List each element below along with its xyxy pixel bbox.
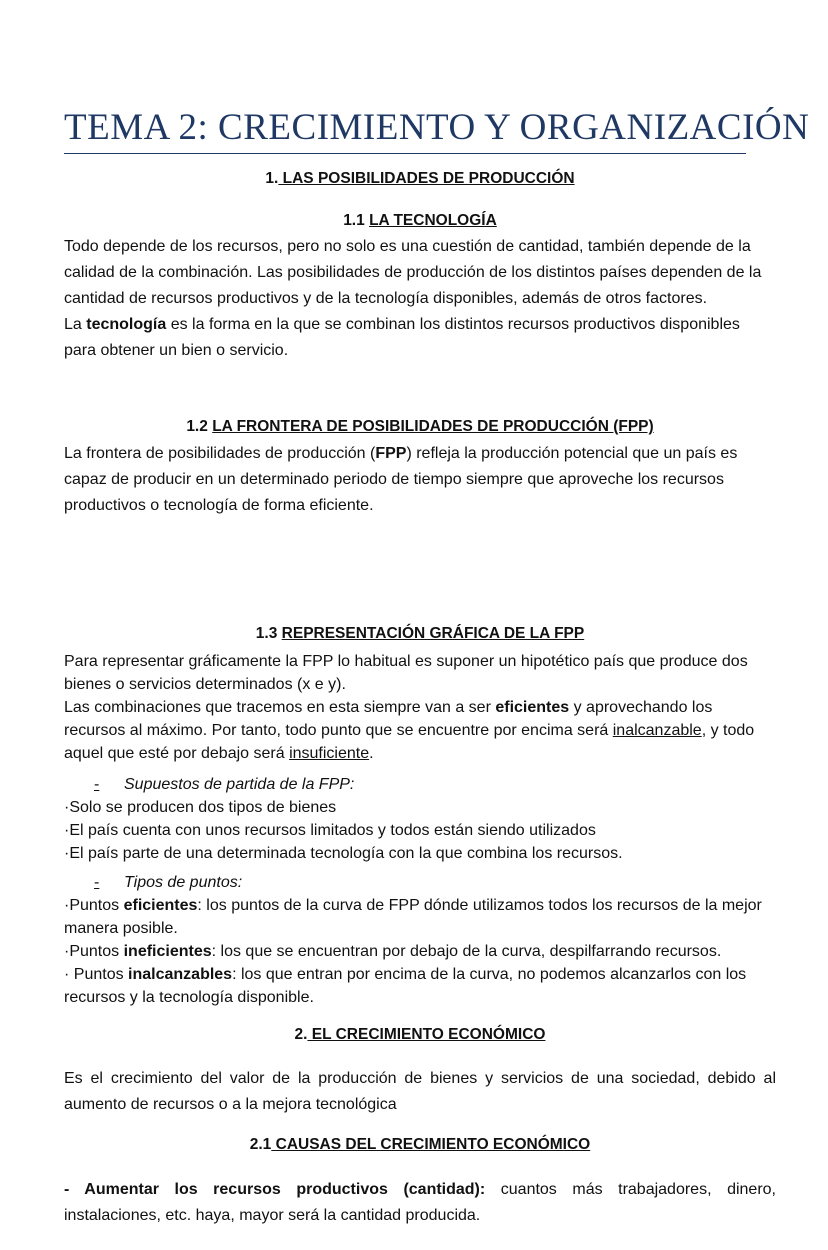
bold-term: inalcanzables — [128, 966, 233, 983]
bold-term: ineficientes — [123, 943, 212, 960]
section-1-1-heading — [64, 212, 776, 230]
bold-term: FPP — [375, 445, 407, 462]
section-1-heading — [64, 170, 776, 188]
section-2-1-title: CAUSAS DEL CRECIMIENTO ECONÓMICO — [271, 1136, 591, 1153]
section-2-title: EL CRECIMIENTO ECONÓMICO — [307, 1026, 546, 1043]
list-heading-tipos: - Tipos de puntos: — [64, 871, 776, 894]
section-1-3-heading — [64, 625, 776, 643]
section-1-2-heading — [64, 418, 776, 436]
list-dash: - — [94, 776, 100, 793]
list-item: ·Puntos eficientes: los puntos de la curva de FPP dónde utilizamos todos los recursos de la mejor manera posible. — [64, 897, 762, 937]
section-1-title: LAS POSIBILIDADES DE PRODUCCIÓN — [278, 170, 575, 187]
section-1-2-number: 1.2 — [186, 418, 208, 435]
list-item: ·El país parte de una determinada tecnología con la que combina los recursos. — [64, 845, 623, 862]
section-2-1-number: 2.1 — [249, 1136, 272, 1153]
section-1-1-title: LA TECNOLOGÍA — [369, 212, 497, 229]
document-title: TEMA 2: CRECIMIENTO Y ORGANIZACIÓN — [64, 107, 810, 148]
paragraph: - Aumentar los recursos productivos (cantidad): cuantos más trabajadores, dinero, instalaciones, etc. haya, mayor será la cantidad producida. — [64, 1181, 777, 1224]
underlined-term: insuficiente — [289, 745, 370, 762]
section-1-2-title: LA FRONTERA DE POSIBILIDADES DE PRODUCCIÓN (FPP) — [212, 418, 654, 435]
section-1-3-title: REPRESENTACIÓN GRÁFICA DE LA FPP — [281, 625, 585, 642]
bold-term: eficientes — [495, 699, 570, 716]
paragraph: La frontera de posibilidades de producción (FPP) refleja la producción potencial que un país es capaz de producir en un determinado periodo de tiempo siempre que aproveche los recursos productivos o tecnología de forma eficiente. — [64, 445, 738, 514]
section-2-heading — [64, 1026, 776, 1044]
list-item: · Puntos inalcanzables: los que entran por encima de la curva, no podemos alcanzarlos con los recursos y la tecnología disponible. — [64, 966, 747, 1006]
list-item: ·Solo se producen dos tipos de bienes — [64, 799, 337, 816]
section-1-3-number: 1.3 — [255, 625, 278, 642]
bold-term: eficientes — [123, 897, 198, 914]
section-2-body — [64, 1066, 776, 1118]
section-1-2-body — [64, 441, 776, 519]
bold-term: tecnología — [86, 316, 167, 333]
section-1-3-body — [64, 650, 776, 1009]
list-heading-supuestos: - Supuestos de partida de la FPP: — [64, 773, 776, 796]
list-dash: - — [94, 874, 100, 891]
paragraph: Las combinaciones que tracemos en esta siempre van a ser eficientes y aprovechando los recursos al máximo. Por tanto, todo punto que se encuentre por encima será inalcanzable, y todo aquel que esté por debajo será insuficiente. — [64, 699, 755, 762]
list-item: ·El país cuenta con unos recursos limitados y todos están siendo utilizados — [64, 822, 596, 839]
section-2-1-body — [64, 1177, 776, 1229]
section-1-number: 1. — [265, 170, 279, 187]
section-2-1-heading — [64, 1136, 776, 1154]
title-underline-rule — [64, 153, 746, 154]
paragraph: Todo depende de los recursos, pero no solo es una cuestión de cantidad, también depende de la calidad de la combinación. Las posibilidades de producción de los distintos países dependen de la cantidad de recursos productivos y de la tecnología disponibles, además de otros factores. — [64, 238, 762, 307]
section-1-1-number: 1.1 — [343, 212, 365, 229]
paragraph: Es el crecimiento del valor de la producción de bienes y servicios de una sociedad, debido al aumento de recursos o a la mejora tecnológica — [64, 1070, 776, 1113]
paragraph: Para representar gráficamente la FPP lo habitual es suponer un hipotético país que produce dos bienes o servicios determinados (x e y). — [64, 653, 748, 693]
list-item: ·Puntos ineficientes: los que se encuentran por debajo de la curva, despilfarrando recursos. — [64, 943, 722, 960]
bold-term: - Aumentar los recursos productivos (cantidad): — [64, 1181, 486, 1198]
underlined-term: inalcanzable — [612, 722, 702, 739]
paragraph: La tecnología es la forma en la que se combinan los distintos recursos productivos disponibles para obtener un bien o servicio. — [64, 316, 740, 359]
section-1-1-body — [64, 234, 776, 364]
section-2-number: 2. — [294, 1026, 308, 1043]
